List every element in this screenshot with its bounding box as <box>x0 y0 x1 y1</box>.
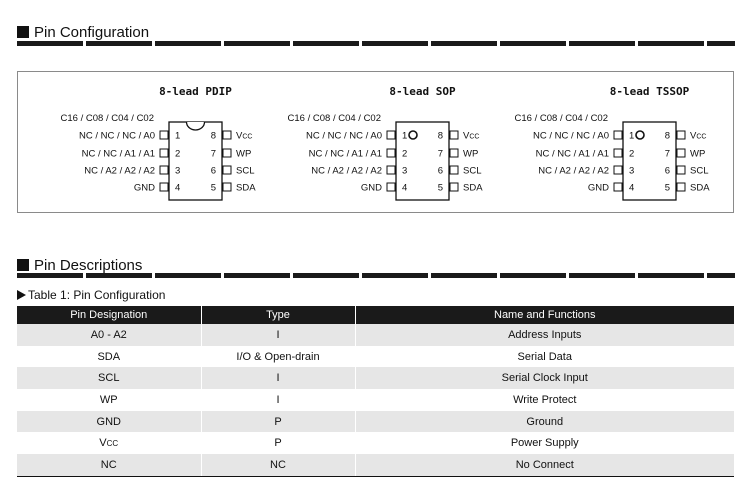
pin-lead <box>614 166 622 174</box>
table-row <box>17 324 734 346</box>
pin-number: 3 <box>402 165 408 177</box>
pin-left-label: NC / A2 / A2 / A2 <box>311 165 382 177</box>
package-diagram-panel <box>17 71 734 213</box>
pin-cell: NC <box>17 454 201 476</box>
pin-lead <box>160 183 168 191</box>
pin-lead <box>387 131 395 139</box>
pin-lead <box>223 166 231 174</box>
function-cell: Serial Data <box>355 346 734 368</box>
pin-cell: A0 - A2 <box>17 324 201 346</box>
pin-lead <box>223 149 231 157</box>
pin-configuration-section <box>17 21 735 43</box>
pin-lead <box>160 131 168 139</box>
pin-left-label: NC / NC / A1 / A1 <box>308 148 382 160</box>
pin-descriptions-section <box>17 254 735 276</box>
pin-lead <box>160 166 168 174</box>
pin-lead <box>223 183 231 191</box>
section-title: Pin Descriptions <box>34 256 143 274</box>
pin-left-label: NC / NC / A1 / A1 <box>535 148 609 160</box>
pin-number: 5 <box>210 182 216 194</box>
pin-number: 6 <box>664 165 670 177</box>
column-header: Type <box>201 306 355 324</box>
vcc-subscript: CC <box>696 133 707 141</box>
table-row <box>17 346 734 368</box>
pin-right-label: SDA <box>463 182 483 194</box>
pin-lead <box>614 183 622 191</box>
pin-number: 1 <box>629 130 635 142</box>
pin-left-label: NC / NC / NC / A0 <box>78 130 155 142</box>
pin-number: 5 <box>664 182 670 194</box>
package-title: 8-lead PDIP <box>159 85 232 98</box>
table-row <box>17 454 734 476</box>
column-header: Pin Designation <box>17 306 201 324</box>
type-cell: P <box>201 411 355 433</box>
pin-right-label: WP <box>690 148 706 160</box>
function-cell: Address Inputs <box>355 324 734 346</box>
pin-left-label: NC / A2 / A2 / A2 <box>538 165 609 177</box>
type-cell: I <box>201 324 355 346</box>
pin-number: 4 <box>175 182 181 194</box>
type-cell: P <box>201 432 355 454</box>
pin-left-label: NC / NC / A1 / A1 <box>81 148 155 160</box>
pin-cell: WP <box>17 389 201 411</box>
pin-lead <box>387 149 395 157</box>
pin-lead <box>223 131 231 139</box>
pin-number: 7 <box>437 148 443 160</box>
pin1-dot-icon <box>636 131 644 139</box>
pin-left-label: NC / NC / NC / A0 <box>532 130 609 142</box>
pin-number: 5 <box>437 182 443 194</box>
package-variant-header: C16 / C08 / C04 / C02 <box>60 113 154 124</box>
pin-cell: SDA <box>17 346 201 368</box>
pin-cell: SCL <box>17 367 201 389</box>
function-cell: Ground <box>355 411 734 433</box>
function-cell: Serial Clock Input <box>355 367 734 389</box>
column-header: Name and Functions <box>355 306 734 324</box>
pin-number: 2 <box>175 148 181 160</box>
pin-number: 6 <box>437 165 443 177</box>
pin-right-label: WP <box>463 148 479 160</box>
pin-number: 1 <box>175 130 181 142</box>
table-row <box>17 389 734 411</box>
package-title: 8-lead TSSOP <box>609 85 690 98</box>
pin-left-label: GND <box>133 182 155 194</box>
pin1-dot-icon <box>409 131 417 139</box>
table-header-row <box>17 306 734 324</box>
table-row <box>17 411 734 433</box>
pin-right-label: VCC <box>236 130 253 142</box>
pin-lead <box>677 166 685 174</box>
vcc-subscript: CC <box>106 439 119 449</box>
pin-lead <box>160 149 168 157</box>
pin-right-label: SCL <box>690 165 709 177</box>
function-cell: No Connect <box>355 454 734 476</box>
pin-number: 7 <box>210 148 216 160</box>
pin-number: 3 <box>175 165 181 177</box>
pin-lead <box>677 183 685 191</box>
pin-left-label: GND <box>360 182 382 194</box>
package-diagrams <box>18 72 733 212</box>
type-cell: I <box>201 389 355 411</box>
section-heading <box>17 21 735 43</box>
package-variant-header: C16 / C08 / C04 / C02 <box>287 113 381 124</box>
vcc-subscript: CC <box>469 133 480 141</box>
triangle-right-icon <box>17 290 26 300</box>
pin-right-label: SCL <box>236 165 255 177</box>
table-row <box>17 432 734 454</box>
pin-number: 2 <box>629 148 635 160</box>
pin-lead <box>677 131 685 139</box>
pin-lead <box>450 131 458 139</box>
section-divider <box>17 41 735 46</box>
pin-lead <box>387 183 395 191</box>
vcc-subscript: CC <box>242 133 253 141</box>
type-cell: NC <box>201 454 355 476</box>
pin-right-label: SCL <box>463 165 482 177</box>
pin-left-label: GND <box>587 182 609 194</box>
pin-number: 1 <box>402 130 408 142</box>
table-caption-text: Table 1: Pin Configuration <box>28 288 166 302</box>
pin-lead <box>614 131 622 139</box>
pin-table <box>17 306 734 477</box>
pin-lead <box>614 149 622 157</box>
table-row <box>17 367 734 389</box>
pin-number: 8 <box>664 130 670 142</box>
pin-right-label: SDA <box>236 182 256 194</box>
pin-number: 3 <box>629 165 635 177</box>
vcc-main: V <box>99 437 107 450</box>
pin-left-label: NC / A2 / A2 / A2 <box>84 165 155 177</box>
pin-right-label: VCC <box>690 130 707 142</box>
pin-right-label: WP <box>236 148 252 160</box>
section-title: Pin Configuration <box>34 23 150 41</box>
pin-left-label: NC / NC / NC / A0 <box>305 130 382 142</box>
pin-cell <box>17 432 201 454</box>
pin-number: 7 <box>664 148 670 160</box>
bullet-square-icon <box>17 26 29 38</box>
bullet-square-icon <box>17 259 29 271</box>
package-title: 8-lead SOP <box>389 85 456 98</box>
pin-number: 4 <box>402 182 408 194</box>
pin-lead <box>450 166 458 174</box>
pin-lead <box>387 166 395 174</box>
function-cell: Power Supply <box>355 432 734 454</box>
table-caption <box>17 288 165 302</box>
pin-number: 8 <box>437 130 443 142</box>
pin-lead <box>677 149 685 157</box>
package-variant-header: C16 / C08 / C04 / C02 <box>514 113 608 124</box>
pin-number: 6 <box>210 165 216 177</box>
pin-right-label: VCC <box>463 130 480 142</box>
section-divider <box>17 273 735 278</box>
function-cell: Write Protect <box>355 389 734 411</box>
pin-lead <box>450 183 458 191</box>
pin-number: 2 <box>402 148 408 160</box>
pin-number: 8 <box>210 130 216 142</box>
pin-right-label: SDA <box>690 182 710 194</box>
type-cell: I <box>201 367 355 389</box>
pin-number: 4 <box>629 182 635 194</box>
pin-lead <box>450 149 458 157</box>
type-cell: I/O & Open-drain <box>201 346 355 368</box>
pin-cell: GND <box>17 411 201 433</box>
